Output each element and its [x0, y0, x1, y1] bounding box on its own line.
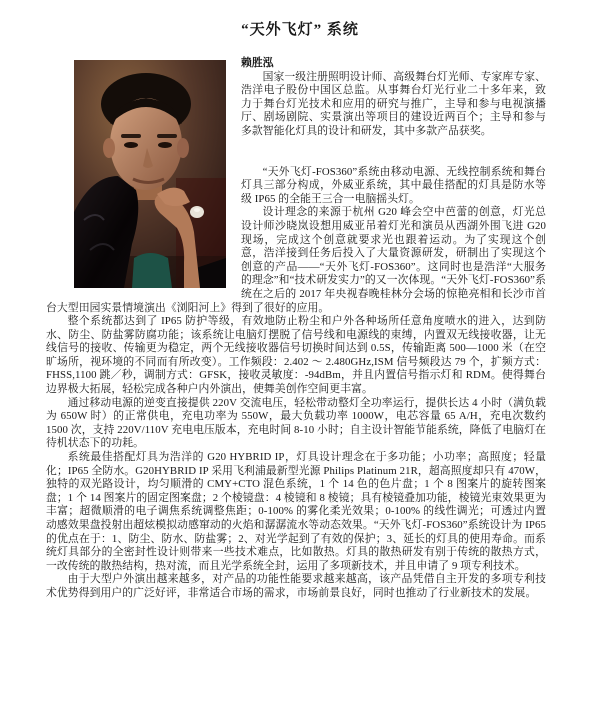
paragraph-fixture-specs: 系统最佳搭配灯具为浩洋的 G20 HYBRID IP，灯具设计理念在于多功能；小功率；高照度；轻量化；IP65 全防水。G20HYBRID IP 采用飞利浦最新型光源 Philips Platinum 21R，超高照度却只有 470W，独特的双光路设计，均匀顺滑的 CMY+CTO 混色系统，1 个 14 色的色片盘；1 个 8 图案片的旋转图案盘；1 个 14 图案片的固定图案盘；2 个棱镜盘：4 棱镜和 8 棱镜；具有棱镜叠加功能，棱镜光束效果更为丰富；超微顺滑的电子调焦系统调整焦距；0-100% 的雾化柔光效果；0-100% 的线性调光；可透过内置动感效果盘投射出超炫模拟动感窜动的火焰和潺潺流水等动态效果。“天外飞灯-FOS360”系统设计为 IP65 的优点在于：1、防尘、防水、防盐雾；2、对光学起到了有效的保护；3、延长的灯具的使用寿命。而系统灯具部分的全密封性设计则带来一些技术难点，比如散热。灯具的散热研发有别于传统的散热方式，一改传统的散热结构，热对流，而且光学系统全封，运用了多项新技术，并且申请了 9 项专利技术。 [46, 451, 546, 572]
paragraph-design-concept: 设计理念的来源于杭州 G20 峰会空中芭蕾的创意，灯光总设计师沙晓岚设想用威亚吊着灯光和演员从西湖外围飞进 G20 现场，完成这个创意就要求光也跟着运动。为了实现这个创意，浩洋接到任务后投入了大量资源研发，研制出了实现这个创意的产品——“天外飞灯-FOS360”。这同时也是浩洋“大服务的理念”和“技术研发实力”的又一次体现。“天外飞灯-FOS360”系统在之后的 2017 年央视春晚桂林分会场的惊艳亮相和长沙市首台大型田园实景情境演出《浏阳河上》得到了很好的应用。 [46, 206, 546, 314]
paragraph-power-supply: 通过移动电源的逆变直接提供 220V 交流电压，轻松带动整灯全功率运行，提供长达 4 小时（满负载为 650W 时）的正常供电，充电功率为 550W，最大负载功率 1000W，电芯容量 65 A/H，充电次数约 1500 次，支持 220V/110V 充电电压版本，充电时间 8-10 小时；自主设计智能节能系统，降低了电脑灯在待机状态下的功耗。 [46, 396, 546, 450]
paragraph-ip65-wireless: 整个系统都达到了 IP65 防护等级，有效地防止粉尘和户外各种场所任意角度喷水的进入，达到防水、防尘、防盐雾防腐功能；该系统让电脑灯摆脱了信号线和电源线的束缚，内置双无线接收器，让无线信号的接收、传输更为稳定，两个无线接收器信号切换时间达到 0.5S，传输距离 500—1000 米（在空旷场所，视环境的不同而有所改变）。工作频段：2.402 ～ 2.480GHz,ISM 信号频段达 79 个，扩频方式：FHSS,1100 跳／秒，调制方式：GFSK，接收灵敏度：-94dBm，并且内置信号指示灯和 RDM。使得舞台边界极大拓展，轻松完成各种户内外演出，使舞美创作空间更丰富。 [46, 315, 546, 396]
author-portrait-photo [74, 60, 226, 288]
author-name: 赖胜泓 [241, 57, 274, 69]
paragraph-bio: 国家一级注册照明设计师、高级舞台灯光师、专家库专家、浩洋电子股份中国区总监。从事舞台灯光行业二十多年来，致力于舞台灯光技术和应用的研究与推广，主导和参与电视演播厅、剧场剧院、实景演出等项目的建设近两百个；主导和参与多款智能化灯具的设计和研发，其中多款产品获奖。 [241, 70, 546, 137]
paragraph-system-overview: “天外飞灯-FOS360”系统由移动电源、无线控制系统和舞台灯具三部分构成，外威亚系统，其中最佳搭配的灯具是防水等级 IP65 的全能王三合一电脑摇头灯。 [241, 165, 546, 205]
portrait-illustration [74, 60, 226, 288]
article-body [46, 57, 546, 601]
paragraph-market-outlook: 由于大型户外演出越来越多，对产品的功能性能要求越来越高，该产品凭借自主开发的多项专利技术优势得到用户的广泛好评，非常适合市场的需求，市场前景良好，同时也推动了行业新技术的发展。 [46, 573, 546, 599]
page-title: “天外飞灯” 系统 [241, 22, 359, 38]
